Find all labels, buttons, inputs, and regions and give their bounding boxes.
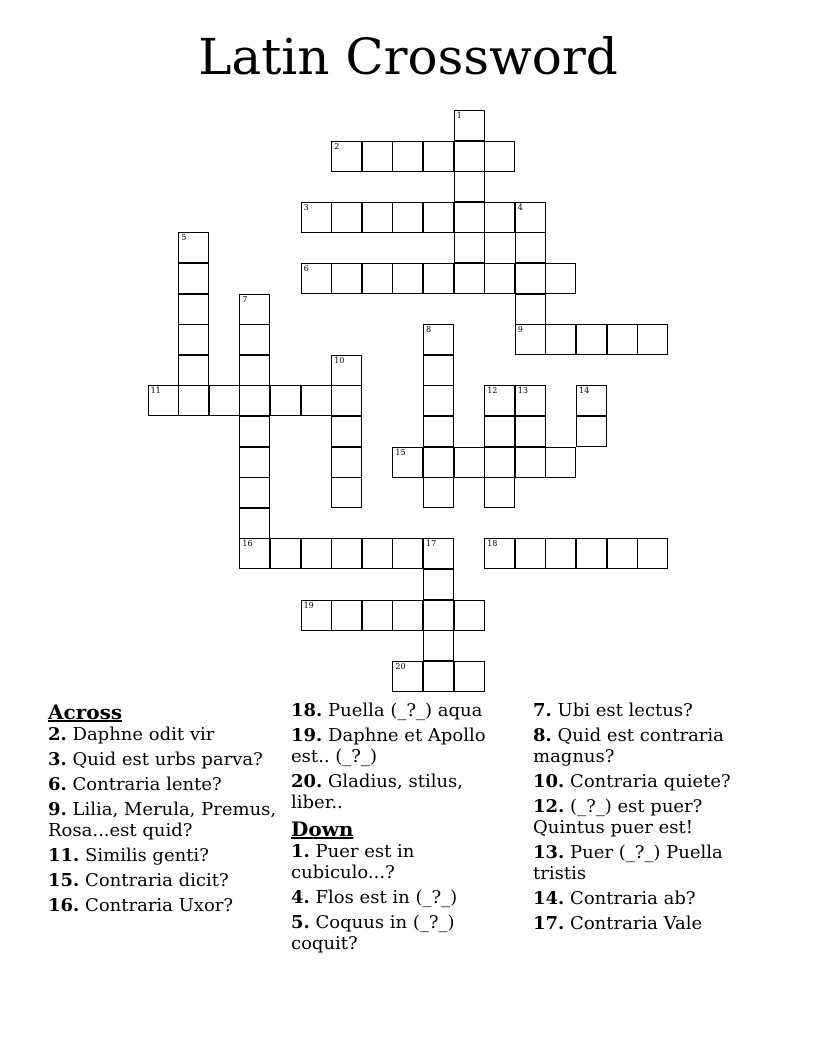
grid-cell[interactable] [209,385,240,416]
clue-item-number: 19. [291,725,323,746]
clue-item-text: Similis genti? [79,845,209,866]
grid-cell[interactable] [178,294,209,325]
across-clue-list [48,724,288,916]
clue-item-text: Coquus in (_?_) coquit? [291,912,455,954]
grid-cell[interactable] [331,600,362,631]
clue-item [533,700,763,721]
across-heading: Across [48,700,123,724]
clue-item-number: 3. [48,749,67,770]
down-heading: Down [291,817,354,841]
grid-cell[interactable] [270,385,301,416]
grid-cell[interactable] [607,324,638,355]
clue-item [291,912,516,954]
clue-item [291,725,516,767]
clue-number: 10 [334,355,345,365]
clue-item-text: Contraria lente? [66,774,222,795]
clue-item-number: 7. [533,700,552,721]
grid-cell[interactable] [484,538,515,569]
grid-cell[interactable] [484,202,515,233]
clue-item [291,771,516,813]
grid-cell[interactable] [484,416,515,447]
grid-cell[interactable] [331,202,362,233]
clue-item [48,774,288,795]
clue-number: 19 [303,600,314,610]
clue-item-text: Flos est in (_?_) [309,887,458,908]
grid-cell[interactable] [545,447,576,478]
clue-item-text: Puer (_?_) Puella tristis [533,842,723,884]
clue-item [48,895,288,916]
grid-cell[interactable] [515,416,546,447]
clue-item-text: (_?_) est puer? Quintus puer est! [533,796,703,838]
grid-cell[interactable] [454,263,485,294]
clue-item-text: Contraria dicit? [79,870,229,891]
grid-cell[interactable] [239,385,270,416]
clue-number: 16 [242,539,253,549]
clue-item [291,887,516,908]
grid-cell[interactable] [423,538,454,569]
clue-item-number: 20. [291,771,323,792]
clue-item [533,842,763,884]
grid-cell[interactable] [423,661,454,692]
grid-cell[interactable] [637,324,668,355]
grid-cell[interactable] [454,600,485,631]
grid-cell[interactable] [392,447,423,478]
clue-item-number: 12. [533,796,565,817]
grid-cell[interactable] [545,538,576,569]
grid-cell[interactable] [454,110,485,141]
grid-cell[interactable] [178,385,209,416]
clue-item [48,870,288,891]
grid-cell[interactable] [331,416,362,447]
clue-item [533,888,763,909]
clue-item [48,724,288,745]
clue-item [533,725,763,767]
grid-cell[interactable] [301,385,332,416]
grid-cell[interactable] [423,355,454,386]
clue-item [533,771,763,792]
grid-cell[interactable] [423,324,454,355]
grid-cell[interactable] [607,538,638,569]
grid-cell[interactable] [576,385,607,416]
clue-item-number: 4. [291,887,310,908]
grid-cell[interactable] [178,355,209,386]
clue-number: 4 [517,202,523,212]
grid-cell[interactable] [423,477,454,508]
clue-item-number: 9. [48,799,67,820]
grid-cell[interactable] [331,385,362,416]
clue-item [48,749,288,770]
grid-cell[interactable] [392,263,423,294]
clue-number: 17 [426,539,437,549]
grid-cell[interactable] [362,202,393,233]
clue-item-number: 16. [48,895,80,916]
grid-cell[interactable] [270,538,301,569]
clue-item-text: Lilia, Merula, Premus, Rosa...est quid? [48,799,277,841]
clue-item-text: Contraria quiete? [564,771,731,792]
grid-cell[interactable] [178,324,209,355]
grid-cell[interactable] [454,232,485,263]
grid-cell[interactable] [148,385,179,416]
grid-cell[interactable] [362,538,393,569]
clue-item-number: 14. [533,888,565,909]
grid-cell[interactable] [239,538,270,569]
grid-cell[interactable] [454,447,485,478]
clues-column-3 [533,700,763,938]
clue-item-number: 10. [533,771,565,792]
grid-cell[interactable] [392,141,423,172]
clues-column-2 [291,700,516,958]
grid-cell[interactable] [239,324,270,355]
clue-number: 20 [395,661,406,671]
grid-cell[interactable] [637,538,668,569]
clue-number: 3 [303,202,309,212]
clue-number: 5 [181,233,187,243]
clue-item-number: 11. [48,845,80,866]
grid-cell[interactable] [362,600,393,631]
clue-item [291,700,516,721]
grid-cell[interactable] [454,171,485,202]
grid-cell[interactable] [423,600,454,631]
grid-cell[interactable] [331,477,362,508]
clue-number: 11 [150,386,161,396]
clue-number: 18 [487,539,498,549]
clue-number: 6 [303,264,309,273]
grid-cell[interactable] [301,263,332,294]
clue-number: 14 [579,386,590,396]
grid-cell[interactable] [515,538,546,569]
clue-number: 2 [334,141,340,151]
grid-cell[interactable] [484,141,515,172]
clue-item-text: Contraria Uxor? [79,895,234,916]
grid-cell[interactable] [392,538,423,569]
clue-item [48,845,288,866]
grid-cell[interactable] [545,324,576,355]
clue-item-text: Ubi est lectus? [551,700,693,721]
grid-cell[interactable] [362,141,393,172]
grid-cell[interactable] [392,661,423,692]
clue-number: 7 [242,294,248,304]
grid-cell[interactable] [392,600,423,631]
grid-cell[interactable] [301,538,332,569]
clue-item-number: 17. [533,913,565,934]
clue-item-text: Puella (_?_) aqua [322,700,483,721]
grid-cell[interactable] [484,385,515,416]
grid-cell[interactable] [331,355,362,386]
down-clue-list [291,841,516,954]
grid-cell[interactable] [515,202,546,233]
clue-item-text: Daphne et Apollo est.. (_?_) [291,725,486,767]
clue-item-number: 1. [291,841,310,862]
grid-cell[interactable] [423,385,454,416]
grid-cell[interactable] [239,355,270,386]
grid-cell[interactable] [301,600,332,631]
grid-cell[interactable] [239,508,270,539]
clue-item-text: Puer est in cubiculo...? [291,841,415,883]
grid-cell[interactable] [484,447,515,478]
grid-cell[interactable] [423,447,454,478]
grid-cell[interactable] [423,141,454,172]
clue-item [48,799,288,841]
grid-cell[interactable] [484,263,515,294]
clue-item [533,913,763,934]
grid-cell[interactable] [484,477,515,508]
clue-number: 13 [517,386,528,396]
page-title: Latin Crossword [198,28,618,86]
clue-item-number: 6. [48,774,67,795]
grid-cell[interactable] [423,416,454,447]
clue-item-number: 8. [533,725,552,746]
clue-item-text: Daphne odit vir [66,724,215,745]
grid-cell[interactable] [454,141,485,172]
down-clue-list-continued [533,700,763,934]
grid-cell[interactable] [576,538,607,569]
clue-item-text: Gladius, stilus, liber.. [291,771,464,813]
grid-cell[interactable] [178,263,209,294]
clue-item-number: 5. [291,912,310,933]
clue-number: 8 [426,325,432,335]
grid-cell[interactable] [423,202,454,233]
grid-cell[interactable] [515,294,546,325]
grid-cell[interactable] [331,141,362,172]
across-clue-list-continued [291,700,516,813]
clue-number: 9 [517,325,523,335]
grid-cell[interactable] [423,263,454,294]
grid-cell[interactable] [515,324,546,355]
clue-item-number: 13. [533,842,565,863]
grid-cell[interactable] [515,385,546,416]
clue-item-number: 2. [48,724,67,745]
grid-cell[interactable] [423,630,454,661]
grid-cell[interactable] [545,263,576,294]
grid-cell[interactable] [392,202,423,233]
clue-number: 12 [487,386,498,396]
grid-cell[interactable] [454,661,485,692]
grid-cell[interactable] [423,569,454,600]
clue-item-number: 15. [48,870,80,891]
grid-cell[interactable] [239,447,270,478]
grid-cell[interactable] [331,538,362,569]
grid-cell[interactable] [331,263,362,294]
clue-item-number: 18. [291,700,323,721]
clue-item [533,796,763,838]
clue-item-text: Contraria ab? [564,888,696,909]
clue-number: 15 [395,447,406,457]
clue-item-text: Contraria Vale [564,913,703,934]
grid-cell[interactable] [362,263,393,294]
grid-cell[interactable] [515,232,546,263]
clue-item-text: Quid est contraria magnus? [533,725,724,767]
grid-cell[interactable] [301,202,332,233]
grid-cell[interactable] [576,324,607,355]
clue-number: 1 [456,111,462,120]
grid-cell[interactable] [576,416,607,447]
grid-cell[interactable] [239,294,270,325]
grid-cell[interactable] [515,263,546,294]
grid-cell[interactable] [454,202,485,233]
grid-cell[interactable] [515,447,546,478]
grid-cell[interactable] [178,232,209,263]
grid-cell[interactable] [239,416,270,447]
grid-cell[interactable] [331,447,362,478]
clue-item-text: Quid est urbs parva? [66,749,263,770]
clues-column-1 [48,700,288,920]
grid-cell[interactable] [239,477,270,508]
clue-item [291,841,516,883]
